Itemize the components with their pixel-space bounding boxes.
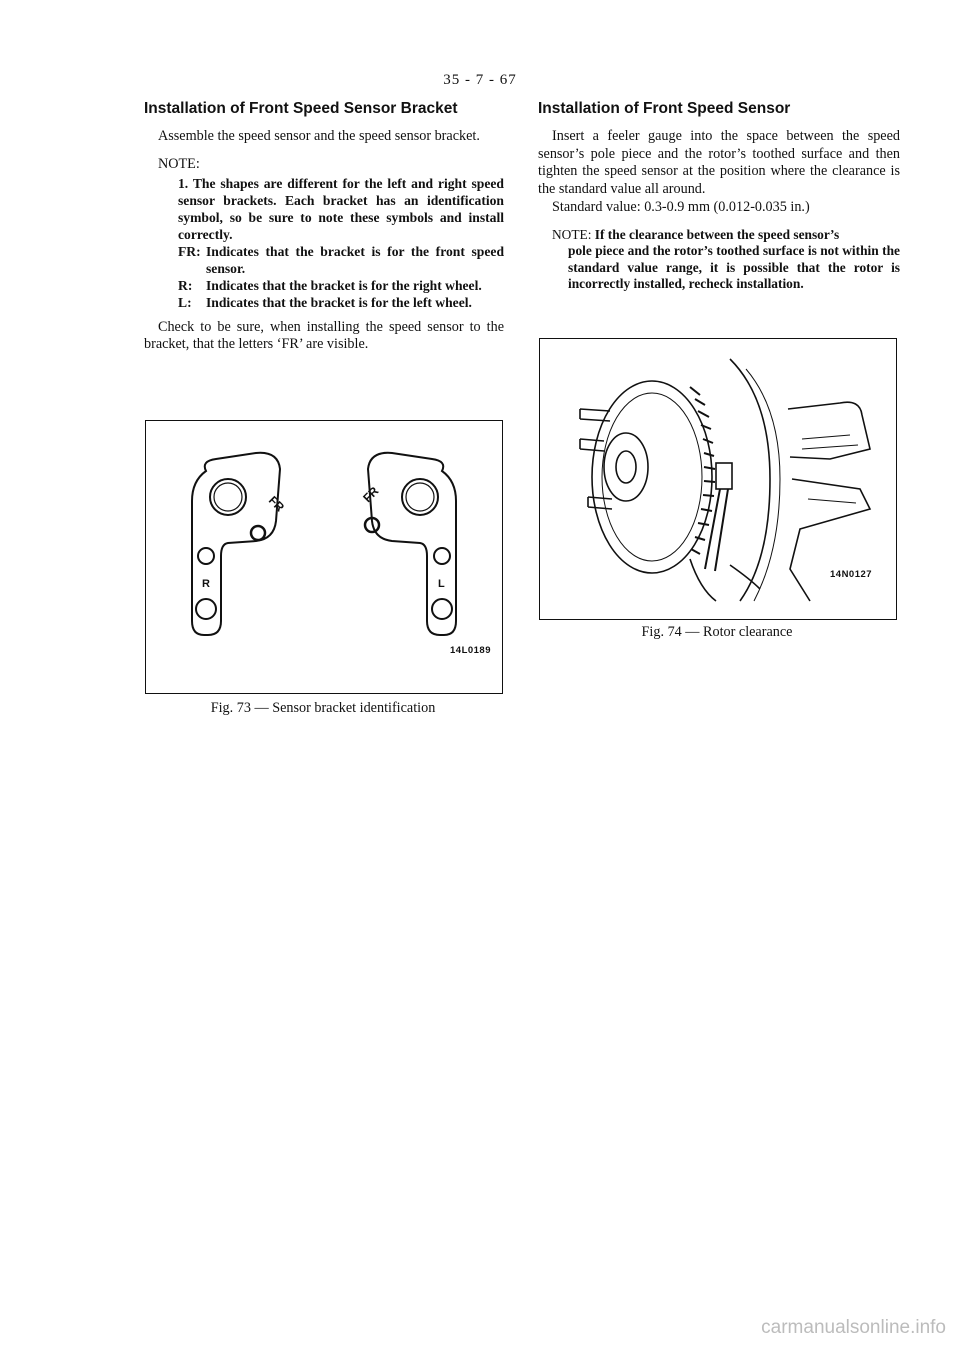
figure-74-frame xyxy=(539,338,897,620)
sensor-bracket-illustration xyxy=(146,421,502,693)
figure-73-frame xyxy=(145,420,503,694)
page-number: 35 - 7 - 67 xyxy=(443,72,517,88)
definition-l xyxy=(178,294,504,311)
definition-key: FR: xyxy=(178,243,201,259)
disc-edge-inner xyxy=(746,369,780,601)
watermark: carmanualsonline.info xyxy=(761,1317,946,1338)
knuckle-upper xyxy=(788,402,870,459)
left-note-label: NOTE: xyxy=(158,155,200,172)
figure-73-code: 14L0189 xyxy=(450,645,492,656)
left-check-text: Check to be sure, when installing the speed sensor to the bracket, that the letters ‘FR’ are visible. xyxy=(144,318,504,352)
figure-74-code: 14N0127 xyxy=(830,569,873,580)
rotor-outer xyxy=(592,381,712,573)
standard-value: Standard value: 0.3-0.9 mm (0.012-0.035 in.) xyxy=(552,199,810,215)
definition-r xyxy=(178,277,504,294)
fr-mark-left: FR xyxy=(360,483,382,506)
hand-outline xyxy=(690,559,760,601)
left-note-item-1: 1. The shapes are different for the left and right speed sensor brackets. Each bracket has an identification symbol, so be sure to note these symbols and install correctly. xyxy=(178,175,504,242)
rotor-inner xyxy=(602,393,702,561)
r-label: R xyxy=(202,578,210,590)
right-note-label: NOTE: xyxy=(552,226,592,242)
right-column xyxy=(538,100,900,293)
figure-73-caption: Fig. 73 — Sensor bracket identification xyxy=(210,700,436,716)
right-note-first: If the clearance between the speed sensor’s xyxy=(594,226,840,242)
definition-text: Indicates that the bracket is for the left wheel. xyxy=(206,294,472,310)
right-note xyxy=(538,227,900,293)
fr-mark-right: FR xyxy=(265,493,288,515)
right-note-rest: pole piece and the rotor’s toothed surface is not within the standard value range, it is possible that the rotor is incorrectly installed, recheck installation. xyxy=(568,243,900,291)
figure-74-caption: Fig. 74 — Rotor clearance xyxy=(641,624,793,640)
definition-text: Indicates that the bracket is for the right wheel. xyxy=(206,277,482,293)
definition-key: R: xyxy=(178,277,193,293)
hub xyxy=(604,433,648,501)
left-column xyxy=(144,100,504,354)
definition-text: Indicates that the bracket is for the front speed sensor. xyxy=(206,243,504,276)
speed-sensor xyxy=(716,463,732,489)
hub-center xyxy=(616,451,636,483)
disc-edge xyxy=(730,359,770,601)
definition-key: L: xyxy=(178,294,192,310)
stud-2 xyxy=(580,439,604,451)
right-bracket-shape xyxy=(192,453,280,635)
left-intro: Assemble the speed sensor and the speed sensor bracket. xyxy=(158,128,480,144)
right-body: Insert a feeler gauge into the space between the speed sensor’s pole piece and the rotor’s toothed surface and then tighten the speed sensor at the position where the clearance is the standard value all around. xyxy=(538,128,900,197)
right-heading: Installation of Front Speed Sensor xyxy=(538,100,791,117)
left-heading: Installation of Front Speed Sensor Bracket xyxy=(144,100,458,117)
definition-fr xyxy=(178,243,504,277)
feeler-gauge xyxy=(705,489,728,571)
arm-detail xyxy=(802,435,858,503)
stud-3 xyxy=(588,497,612,509)
control-arm xyxy=(790,479,873,601)
left-bracket-shape xyxy=(365,453,456,635)
l-label: L xyxy=(438,578,445,590)
